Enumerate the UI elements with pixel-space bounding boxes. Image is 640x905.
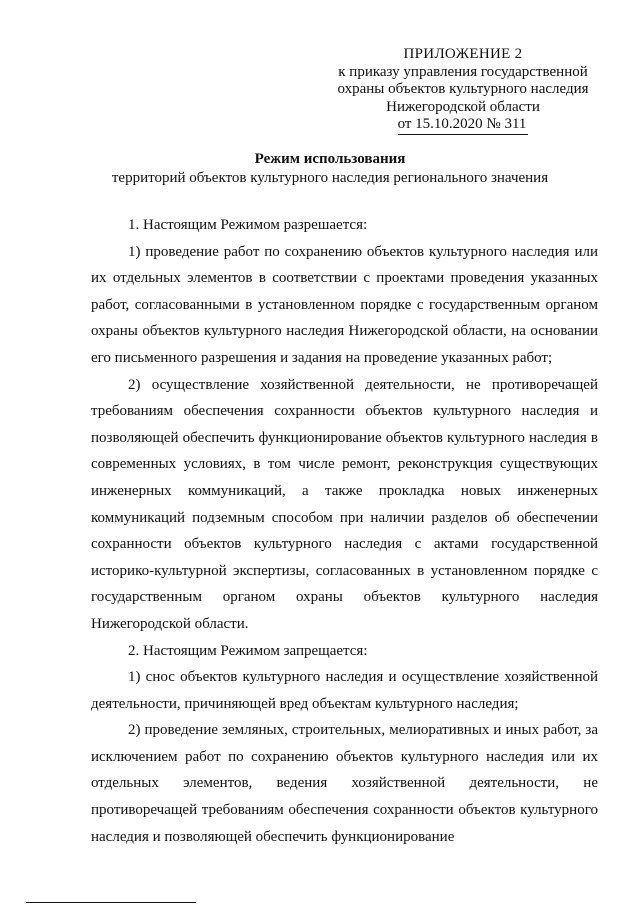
heading-title: Режим использования [254, 151, 406, 167]
section-1-item-2: 2) осуществление хозяйственной деятельности, не противоречащей требованиям обеспечения сохранности объектов культурного наследия и позволяющей обеспечить функционирование объектов культурного наследия в современных условиях, в том числе ремонт, реконструкция существующих инженерных коммуникаций, а также прокладка новых инженерных коммуникаций подземным способом при наличии разделов об обеспечении сохранности объектов культурного наследия с актами государственной историко-культурной экспертизы, согласованных в установленном порядке с государственным органом охраны объектов культурного наследия Нижегородской области. [91, 376, 598, 632]
appendix-line-3: Нижегородской области [386, 98, 540, 115]
document-heading [60, 150, 600, 188]
section-2-item-2: 2) проведение земляных, строительных, мелиоративных и иных работ, за исключением работ по сохранению объектов культурного наследия или их отдельных элементов, ведения хозяйственной деятельности, не противоречащей требованиям обеспечения сохранности объектов культурного наследия и позволяющей обеспечить функционирование [91, 722, 598, 845]
section-2-title: 2. Настоящим Режимом запрещается: [128, 642, 368, 659]
heading-subtitle: территорий объектов культурного наследия регионального значения [111, 170, 549, 186]
appendix-line-1: к приказу управления государственной [338, 63, 588, 80]
appendix-title: ПРИЛОЖЕНИЕ 2 [403, 46, 523, 62]
appendix-header [328, 46, 598, 135]
appendix-line-2: охраны объектов культурного наследия [337, 81, 589, 97]
footnote-divider [26, 902, 196, 903]
section-1-item-1: 1) проведение работ по сохранению объектов культурного наследия или их отдельных элементов в соответствии с проектами проведения указанных работ, согласованными в установленном порядке с государственным органом охраны объектов культурного наследия Нижегородской области, на основании его письменного разрешения и задания на проведение указанных работ; [91, 243, 598, 366]
section-1-title: 1. Настоящим Режимом разрешается: [128, 217, 368, 233]
order-date-number: от 15.10.2020 № 311 [398, 116, 529, 135]
section-2-item-1: 1) снос объектов культурного наследия и осуществление хозяйственной деятельности, причиняющей вред объектам культурного наследия; [91, 669, 598, 712]
document-body [91, 212, 598, 850]
